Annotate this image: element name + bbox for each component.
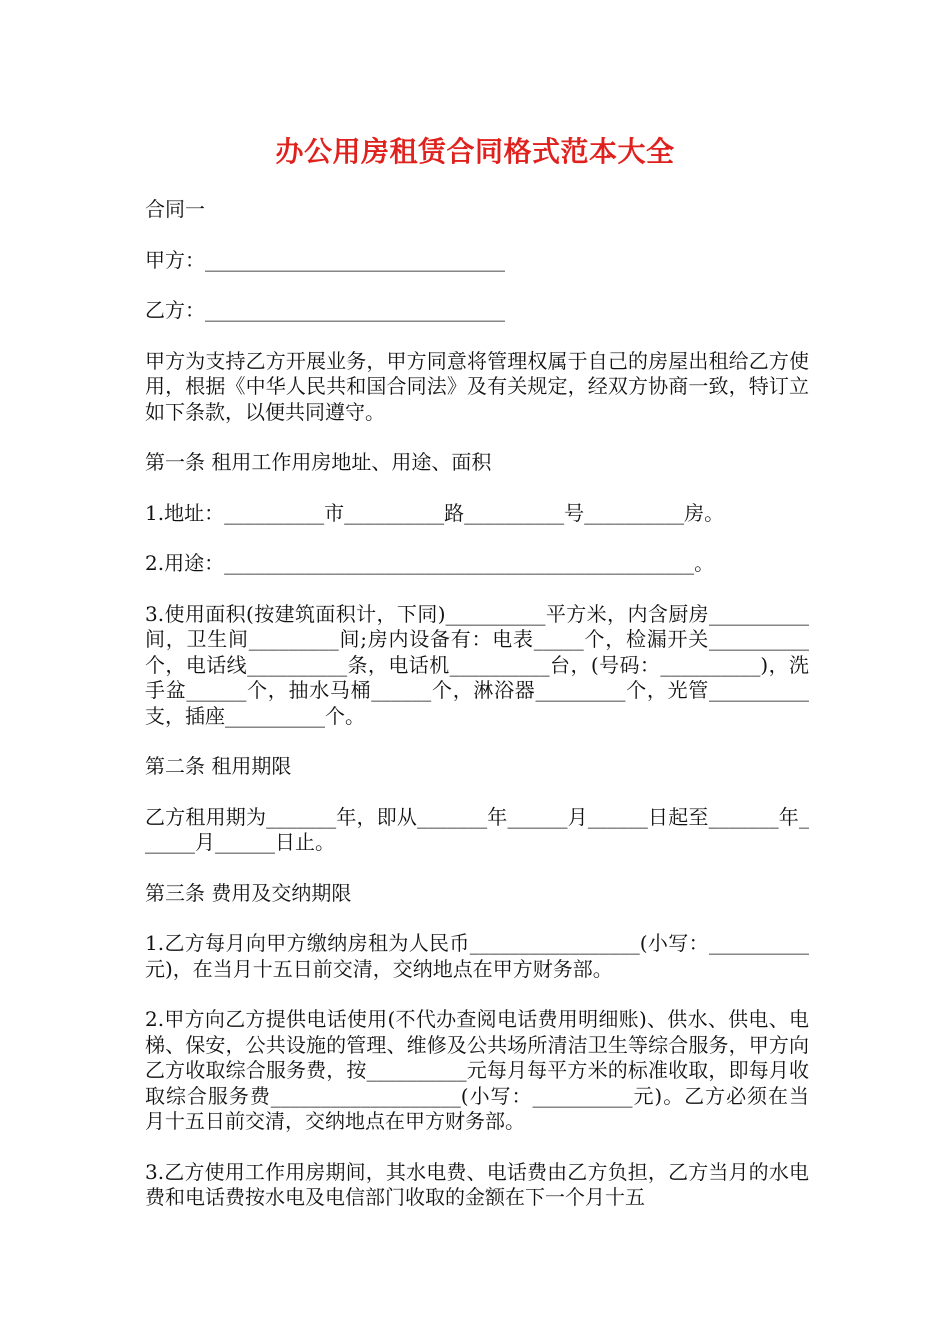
service-fee-clause: 2.甲方向乙方提供电话使用(不代办查阅电话费用明细账)、供水、供电、电梯、保安，公共设施的管理、维修及公共场所清洁卫生等综合服务，甲方向乙方收取综合服务费，按__________元每月每平方米的标准收取，即每月收取综合服务费___________________(小写：__________元)。乙方必须在当月十五日前交清，交纳地点在甲方财务部。: [145, 1007, 809, 1133]
document-body: [145, 197, 809, 1236]
rent-clause: 1.乙方每月向甲方缴纳房租为人民币_________________(小写：__________元)，在当月十五日前交清，交纳地点在甲方财务部。: [145, 931, 809, 981]
document-title: 办公用房租赁合同格式范本大全: [275, 135, 675, 168]
article-1-heading: 第一条 租用工作用房地址、用途、面积: [145, 450, 492, 474]
article-3-heading: 第三条 费用及交纳期限: [145, 880, 352, 905]
contract-label: 合同一: [145, 197, 205, 221]
utilities-clause: 3.乙方使用工作用房期间，其水电费、电话费由乙方负担，乙方当月的水电费和电话费按水电及电信部门收取的金额在下一个月十五: [145, 1159, 809, 1209]
address-clause: 1.地址：__________市__________路__________号__________房。: [145, 500, 725, 525]
preamble-paragraph: 甲方为支持乙方开展业务，甲方同意将管理权属于自己的房屋出租给乙方使用，根据《中华人民共和国合同法》及有关规定，经双方协商一致，特订立如下条款，以便共同遵守。: [145, 348, 809, 424]
lease-term-clause: 乙方租用期为_______年，即从_______年______月______日起至_______年______月______日止。: [145, 804, 809, 854]
party-a-line: 甲方：______________________________: [145, 247, 505, 272]
area-clause: 3.使用面积(按建筑面积计，下同)__________平方米，内含厨房__________间，卫生间_________间;房内设备有：电表_____个，检漏开关__________个，电话线__________条，电话机__________台，(号码：__________)，洗手盆______个，抽水马桶______个，淋浴器_________个，光管__________支，插座__________个。: [145, 601, 809, 728]
usage-clause: 2.用途：_______________________________________________。: [145, 551, 715, 575]
article-2-heading: 第二条 租用期限: [145, 754, 292, 778]
party-b-line: 乙方：______________________________: [145, 298, 505, 322]
